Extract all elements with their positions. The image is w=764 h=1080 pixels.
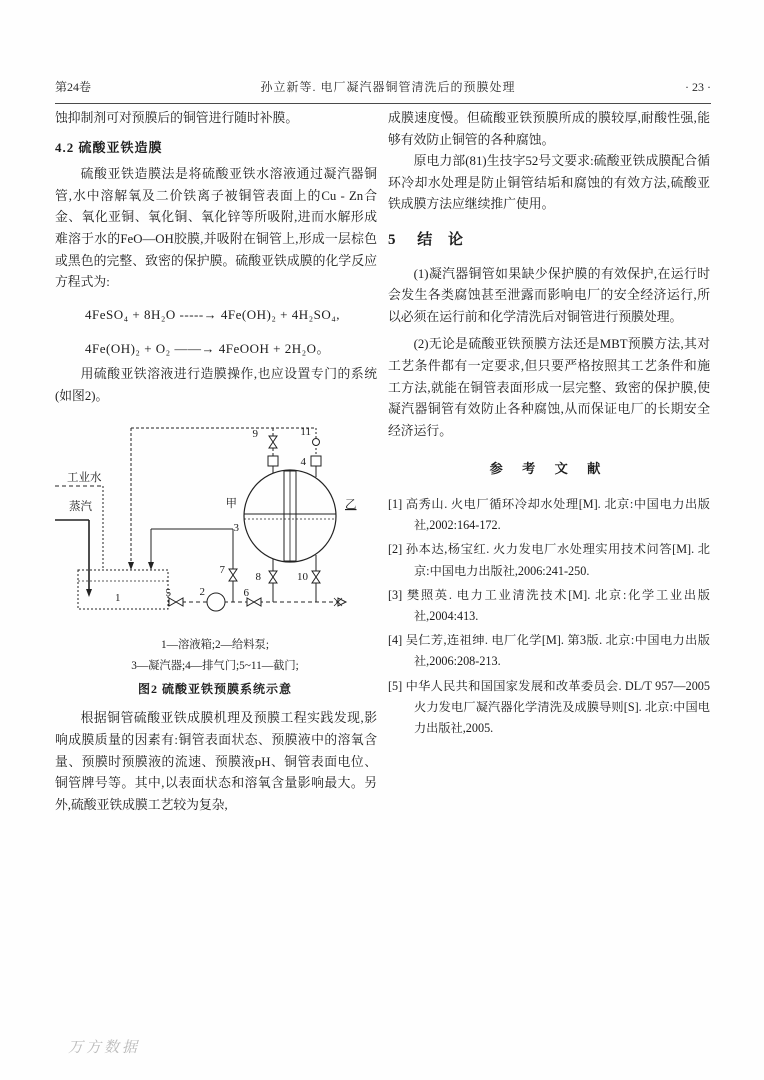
valve-7-icon: [229, 569, 237, 581]
references-heading: 参 考 文 献: [489, 461, 609, 477]
reference-item-4: [4] 吴仁芳,连祖绅. 电厂化学[M]. 第3版. 北京:中国电力出版社,2006:208-213.: [388, 633, 710, 669]
figure-caption-line1: 1—溶液箱;2—给料泵;: [161, 638, 269, 651]
drain-arrow-icon: [338, 598, 346, 606]
label-1: 1: [115, 592, 121, 605]
header-volume: 第24卷: [55, 80, 92, 94]
figure-2-diagram: [53, 415, 377, 700]
valve-11-icon: [313, 439, 320, 446]
header-page-number: · 23 ·: [685, 80, 711, 94]
section-heading-4-2: 4.2 硫酸亚铁造膜: [55, 139, 163, 155]
chemical-equation-2: 4Fe(OH)₂ + O₂ ——→ 4FeOOH + 2H₂O。: [85, 341, 331, 357]
label-steam: 蒸汽: [69, 501, 92, 514]
pump-icon: [207, 593, 225, 611]
label-6: 6: [243, 587, 249, 600]
reference-item-5: [5] 中华人民共和国国家发展和改革委员会. DL/T 957—2005 火力发电厂凝汽器化学清洗及成膜导则[S]. 北京:中国电力出版社,2005.: [388, 678, 710, 735]
label-5: 5: [165, 587, 171, 600]
figure-caption-line2: 3—凝汽器;4—排气门;5~11—截门;: [131, 659, 299, 672]
reference-item-3: [3] 樊照英. 电力工业清洗技术[M]. 北京:化学工业出版社,2004:413.: [388, 587, 710, 623]
paragraph-system: 用硫酸亚铁溶液进行造膜操作,也应设置专门的系统(如图2)。: [55, 366, 377, 403]
arrow-into-tank-icon: [128, 562, 134, 570]
label-chamber-yi: 乙: [345, 499, 357, 512]
label-4: 4: [300, 456, 306, 469]
valve-5-icon: [169, 598, 183, 606]
conclusion-item-1: (1)凝汽器铜管如果缺少保护膜的有效保护,在运行时会发生各类腐蚀甚至泄露而影响电厂的安全经济运行,所以必须在运行前和化学清洗后对铜管进行预膜处理。: [388, 266, 710, 324]
label-11: 11: [300, 426, 311, 439]
valve-10-icon: [312, 571, 320, 583]
valve-8-icon: [269, 571, 277, 583]
label-8: 8: [255, 571, 261, 584]
vent-valve-left-icon: [268, 456, 278, 466]
conclusion-number: 5: [388, 231, 396, 248]
steam-pipe: [55, 520, 89, 589]
right-column: [388, 108, 710, 742]
conclusion-heading: [388, 230, 710, 252]
label-industrial-water: 工业水: [67, 472, 102, 485]
conclusion-title: 结 论: [417, 231, 470, 248]
conclusion-item-2: (2)无论是硫酸亚铁预膜方法还是MBT预膜方法,其对工艺条件都有一定要求,但只要严格按照其工艺条件和施工方法,就能在铜管表面形成一层完整、致密的保护膜,使凝汽器铜管有效防止各种腐蚀,从而保证电厂的长期安全经济运行。: [388, 337, 710, 438]
left-column: [55, 108, 377, 816]
vent-valve-right-icon: [311, 456, 321, 466]
wanfang-watermark: 万方数据: [68, 1040, 141, 1056]
arrow-recirc-icon: [148, 562, 154, 570]
valve-9-icon: [269, 436, 277, 448]
label-7: 7: [219, 564, 225, 577]
reference-item-1: [1] 高秀山. 火电厂循环冷却水处理[M]. 北京:中国电力出版社,2002:164-172.: [388, 496, 710, 533]
paragraph-continuation: 蚀抑制剂可对预膜后的铜管进行随时补膜。: [55, 111, 299, 125]
running-header: [55, 78, 711, 104]
valve-6-icon: [247, 598, 261, 606]
label-10: 10: [297, 571, 308, 584]
label-9: 9: [252, 428, 258, 441]
label-chamber-jia: 甲: [225, 498, 237, 511]
figure-title: 图2 硫酸亚铁预膜系统示意: [137, 681, 292, 696]
reference-item-2: [2] 孙本达,杨宝红. 火力发电厂水处理实用技术问答[M]. 北京:中国电力出版社,2006:241-250.: [388, 542, 710, 578]
chemical-equation-1: 4FeSO₄ + 8H₂O -----→ 4Fe(OH)₂ + 4H₂SO₄,: [85, 306, 341, 322]
paragraph-film-speed: 成膜速度慢。但硫酸亚铁预膜所成的膜较厚,耐酸性强,能够有效防止铜管的各种腐蚀。: [388, 111, 710, 147]
label-2: 2: [199, 586, 205, 599]
label-3: 3: [233, 522, 239, 535]
figure-caption: [53, 635, 377, 677]
paragraph-factors: 根据铜管硫酸亚铁成膜机理及预膜工程实践发现,影响成膜质量的因素有:铜管表面状态、预膜液中的溶氧含量、预膜时预膜液的流速、预膜液pH、铜管表面电位、铜管牌号等。其中,以表面状态和溶氧含量影响最大。另外,硫酸亚铁成膜工艺较为复杂,: [55, 711, 377, 812]
arrow-steam-icon: [86, 589, 92, 597]
paragraph-mechanism: 硫酸亚铁造膜法是将硫酸亚铁水溶液通过凝汽器铜管,水中溶解氧及二价铁离子被铜管表面上的Cu - Zn合金、氧化亚铜、氧化铜、氧化锌等所吸附,进而水解形成难溶于水的FeO—OH胶膜,并吸附在铜管上,形成一层棕色或黑色的完整、致密的保护膜。硫酸亚铁成膜的化学反应方程式为:: [55, 167, 377, 290]
prefilming-system-schematic: [53, 415, 383, 625]
paragraph-policy: 原电力部(81)生技字52号文要求:硫酸亚铁成膜配合循环冷却水处理是防止铜管结垢和腐蚀的有效方法,硫酸亚铁成膜方法应继续推广使用。: [388, 154, 710, 212]
header-article-title: 孙立新等. 电厂凝汽器铜管清洗后的预膜处理: [260, 80, 516, 94]
